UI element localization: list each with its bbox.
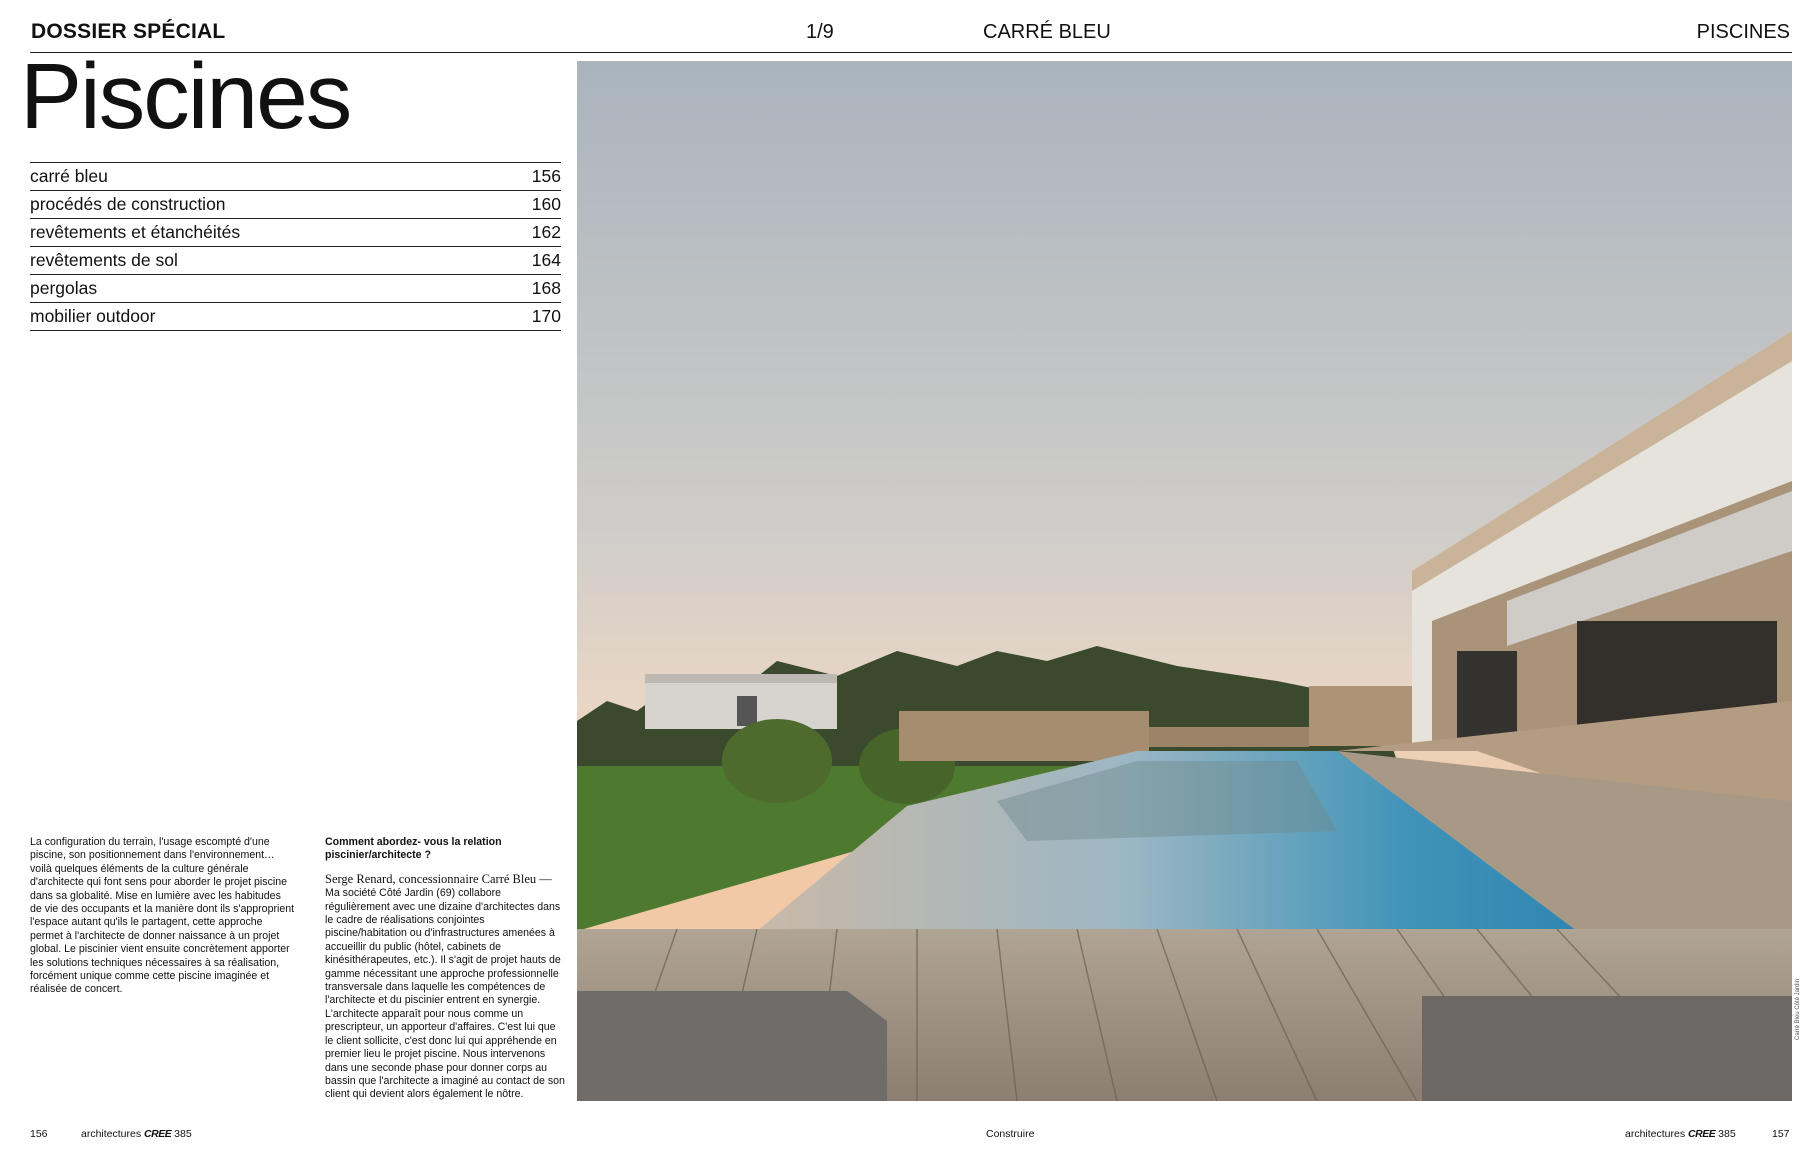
- footer-magazine: [81, 1128, 192, 1140]
- footer-issue: 385: [174, 1128, 192, 1140]
- magazine-logo: CREE: [1688, 1128, 1716, 1140]
- magazine-logo: CREE: [144, 1128, 172, 1140]
- footer-page-number: 157: [1772, 1128, 1790, 1140]
- interview-speaker: Serge Renard, concessionnaire Carré Bleu —: [325, 871, 552, 886]
- pool-photo: [577, 61, 1792, 1101]
- toc-item[interactable]: [30, 247, 561, 275]
- footer-magazine-name: architectures: [1625, 1128, 1686, 1140]
- topic-label: PISCINES: [1696, 21, 1790, 43]
- toc-item-label: carré bleu: [30, 166, 108, 186]
- footer-magazine: [1625, 1128, 1736, 1140]
- toc-item-label: revêtements de sol: [30, 250, 178, 270]
- toc-item[interactable]: [30, 219, 561, 247]
- toc-item-label: procédés de construction: [30, 194, 226, 214]
- toc-item-label: mobilier outdoor: [30, 306, 156, 326]
- toc-item-page: 164: [531, 250, 561, 270]
- brand-label: CARRÉ BLEU: [983, 21, 1111, 43]
- footer-page-number: 156: [30, 1128, 48, 1140]
- page-title: Piscines: [20, 44, 351, 148]
- toc-item[interactable]: [30, 163, 561, 191]
- toc-item-page: 160: [531, 194, 561, 214]
- toc-item-page: 168: [531, 278, 561, 298]
- section-label: DOSSIER SPÉCIAL: [31, 20, 226, 43]
- toc-item[interactable]: [30, 275, 561, 303]
- toc-item-label: pergolas: [30, 278, 98, 298]
- page-counter: 1/9: [806, 21, 834, 43]
- interview-question: Comment abordez- vous la relation piscinier/architecte ?: [325, 836, 502, 862]
- toc-item-page: 162: [531, 222, 561, 242]
- footer-magazine-name: architectures: [81, 1128, 142, 1140]
- photo-credit: Carré Bleu Côté Jardin: [1795, 978, 1801, 1040]
- toc-item[interactable]: [30, 303, 561, 331]
- interview-column: [325, 836, 565, 1102]
- toc-item-page: 156: [531, 166, 561, 186]
- toc-item-page: 170: [531, 306, 561, 326]
- footer-rubric: Construire: [986, 1128, 1035, 1140]
- interview-answer: L'architecte apparaît pour nous comme un prescripteur, un apporteur d'affaires. C'est lui que le client sollicite, c'est donc lui qui appréhende en premier lieu le projet piscine. Nous intervenons dans une seconde phase pour donner corps au bassin que l'architecte a imaginé au contact de son client qui devient alors également le nôtre.: [325, 1007, 565, 1101]
- footer-issue: 385: [1718, 1128, 1736, 1140]
- table-of-contents: [30, 162, 561, 331]
- interview-answer: Ma société Côté Jardin (69) collabore régulièrement avec une dizaine d'architectes dans le cadre de réalisations conjointes piscine/habitation ou d'infrastructures amenées à accueillir du public (hôtel, cabinets de kinésithérapeutes, etc.). Il s'agit de projet hauts de gamme nécessitant une approche professionnelle transversale dans laquelle les compétences de l'architecte et du piscinier entrent en synergie.: [325, 887, 561, 1007]
- toc-item-label: revêtements et étanchéités: [30, 222, 241, 242]
- toc-item[interactable]: [30, 191, 561, 219]
- intro-text: La configuration du terrain, l'usage escompté d'une piscine, son positionnement dans l'environnement… voilà quelques éléments de la culture générale d'architecte qui font sens pour aborder le projet piscine dans sa globalité. Mise en lumière avec les habitudes de vie des occupants et la manière dont ils s'approprient l'espace autant qu'ils le partagent, cette approche permet à l'architecte de donner naissance à un projet global. Le piscinier vient ensuite concrètement apporter les solutions techniques nécessaires à sa réalisation, forcément unique comme cette piscine imaginée et réalisée de concert.: [30, 836, 295, 996]
